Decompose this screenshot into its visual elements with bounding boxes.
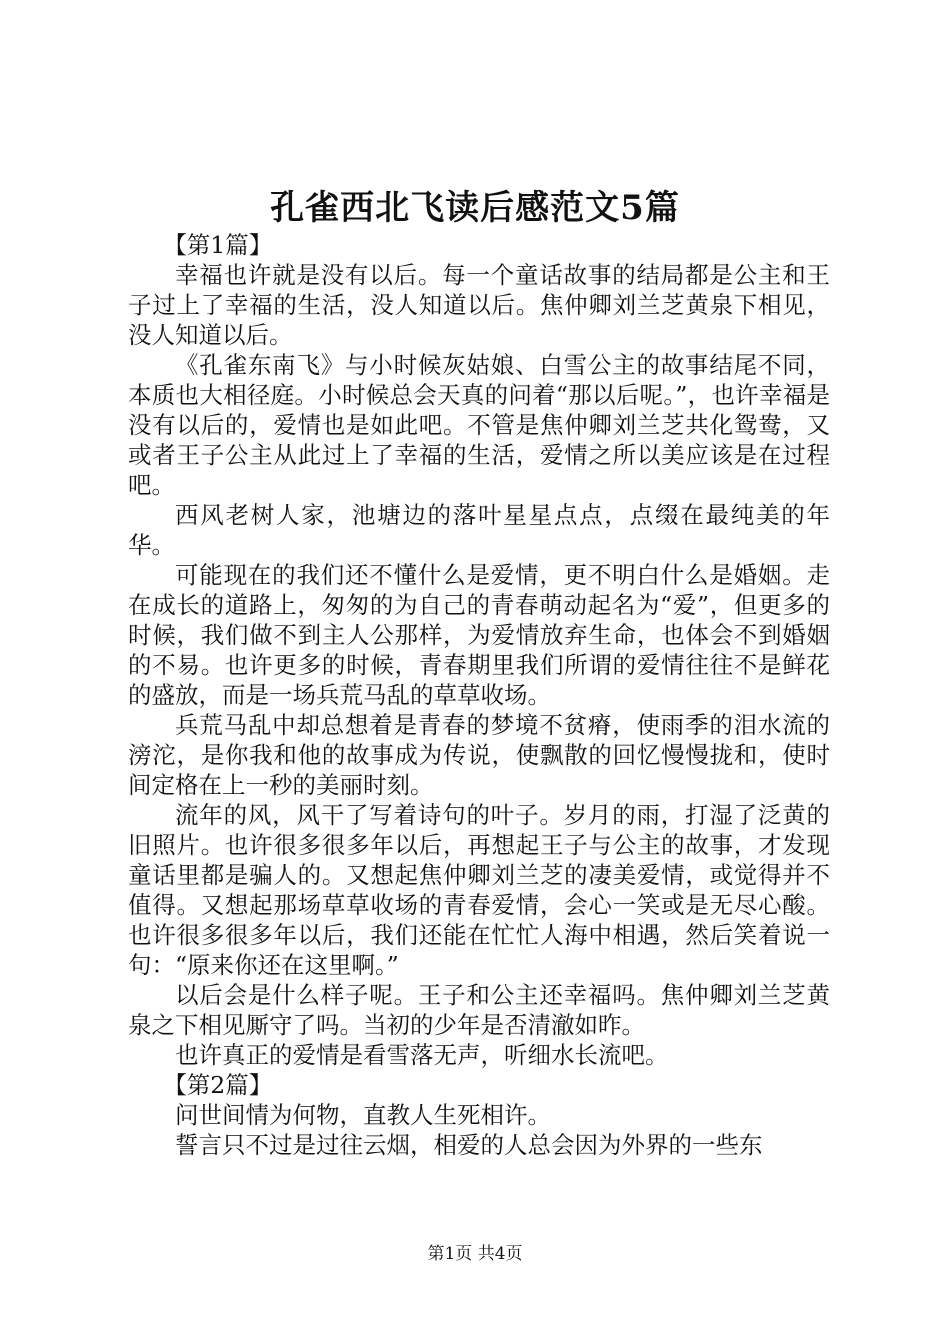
page-number-footer: 第1页 共4页 <box>427 1244 523 1264</box>
section-heading: 【第1篇】 <box>163 231 273 259</box>
paragraph: 以后会是什么样子呢。王子和公主还幸福吗。焦仲卿刘兰芝黄泉之下相见厮守了吗。当初的少年是否清澈如昨。 <box>128 981 830 1039</box>
document-body <box>128 230 830 1160</box>
document-title: 孔雀西北飞读后感范文5篇 <box>270 188 680 228</box>
paragraph: 也许真正的爱情是看雪落无声，听细水长流吧。 <box>175 1041 669 1069</box>
paragraph: 可能现在的我们还不懂什么是爱情，更不明白什么是婚姻。走在成长的道路上，匆匆的为自己的青春萌动起名为“爱”，但更多的时候，我们做不到主人公那样，为爱情放弃生命，也体会不到婚姻的不易。也许更多的时候，青春期里我们所谓的爱情往往不是鲜花的盛放，而是一场兵荒马乱的草草收场。 <box>128 561 830 709</box>
paragraph: 问世间情为何物，直教人生死相许。 <box>175 1101 551 1129</box>
paragraph: 兵荒马乱中却总想着是青春的梦境不贫瘠，使雨季的泪水流的滂沱，是你我和他的故事成为传说，使飘散的回忆慢慢拢和，使时间定格在上一秒的美丽时刻。 <box>128 711 830 799</box>
paragraph: 《孔雀东南飞》与小时候灰姑娘、白雪公主的故事结尾不同，本质也大相径庭。小时候总会天真的问着“那以后呢。”，也许幸福是没有以后的，爱情也是如此吧。不管是焦仲卿刘兰芝共化鸳鸯，又或者王子公主从此过上了幸福的生活，爱情之所以美应该是在过程吧。 <box>128 351 830 499</box>
paragraph: 流年的风，风干了写着诗句的叶子。岁月的雨，打湿了泛黄的旧照片。也许很多很多年以后，再想起王子与公主的故事，才发现童话里都是骗人的。又想起焦仲卿刘兰芝的凄美爱情，或觉得并不值得。又想起那场草草收场的青春爱情，会心一笑或是无尽心酸。也许很多很多年以后，我们还能在忙忙人海中相遇，然后笑着说一句：“原来你还在这里啊。” <box>128 801 830 979</box>
paragraph: 誓言只不过是过往云烟，相爱的人总会因为外界的一些东 <box>175 1131 763 1159</box>
section-heading: 【第2篇】 <box>163 1071 273 1099</box>
paragraph: 幸福也许就是没有以后。每一个童话故事的结局都是公主和王子过上了幸福的生活，没人知道以后。焦仲卿刘兰芝黄泉下相见，没人知道以后。 <box>128 261 830 349</box>
paragraph: 西风老树人家，池塘边的落叶星星点点，点缀在最纯美的年华。 <box>128 501 830 559</box>
